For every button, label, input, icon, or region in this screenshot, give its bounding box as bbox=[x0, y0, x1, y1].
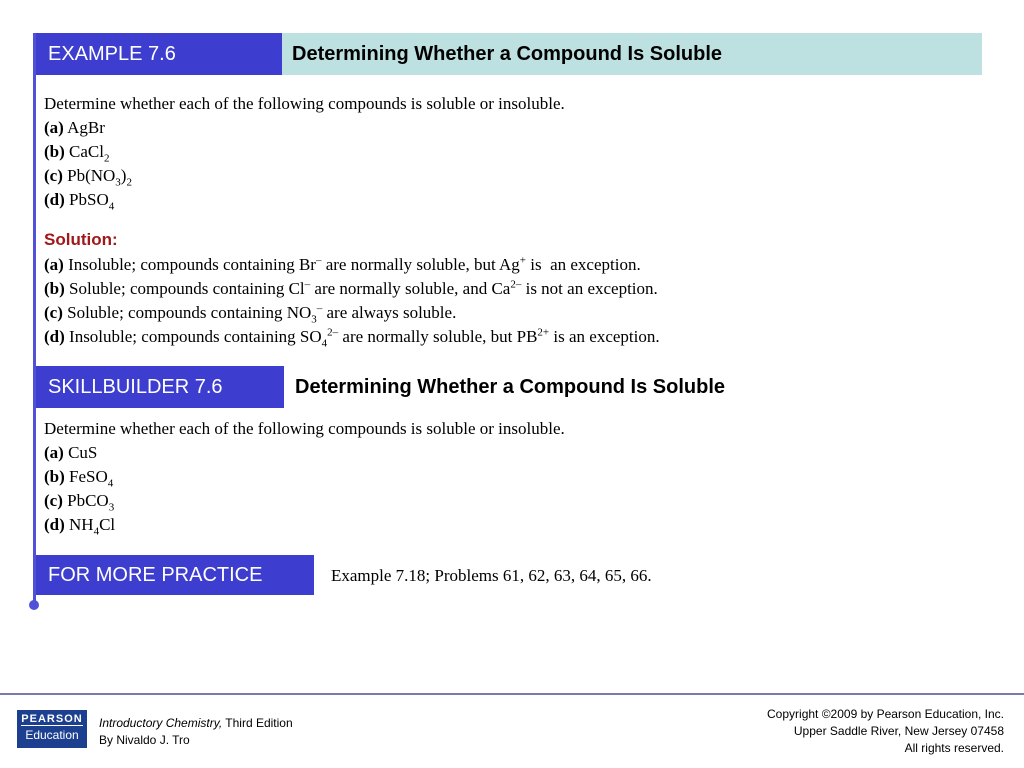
item-label: (c) bbox=[44, 491, 63, 510]
solution-label: (a) bbox=[44, 255, 64, 274]
practice-badge bbox=[36, 555, 314, 595]
book-author: By Nivaldo J. Tro bbox=[99, 733, 190, 747]
solution-line: (a) Insoluble; compounds containing Br– are normally soluble, but Ag+ is an exception. bbox=[44, 254, 641, 274]
example-item: (a) AgBr bbox=[44, 118, 105, 137]
copyright-line: Copyright ©2009 by Pearson Education, Inc. bbox=[767, 707, 1004, 721]
left-accent-line bbox=[33, 33, 36, 605]
logo-bottom-text: Education bbox=[25, 728, 79, 742]
example-item: (d) PbSO$_4$ bbox=[44, 190, 115, 213]
logo-top-text: PEARSON bbox=[21, 710, 83, 726]
skillbuilder-badge bbox=[36, 366, 284, 408]
item-label: (b) bbox=[44, 467, 65, 486]
accent-dot bbox=[29, 600, 39, 610]
example-item: (b) CaCl$_2$ bbox=[44, 142, 110, 165]
pearson-logo bbox=[17, 710, 87, 748]
book-credit bbox=[99, 715, 293, 749]
example-badge-label: EXAMPLE 7.6 bbox=[48, 42, 176, 65]
practice-badge-label: FOR MORE PRACTICE bbox=[48, 563, 263, 586]
copyright-line: All rights reserved. bbox=[904, 741, 1004, 755]
book-title: Introductory Chemistry, bbox=[99, 716, 223, 730]
skillbuilder-item: (a) CuS bbox=[44, 443, 98, 462]
solution-line: (d) Insoluble; compounds containing $SO_4^{2-}$ are normally soluble, but $PB^{2+}$ is an exception. bbox=[44, 326, 660, 350]
solution-label: (c) bbox=[44, 303, 63, 322]
item-label: (c) bbox=[44, 166, 63, 185]
item-label: (d) bbox=[44, 515, 65, 534]
copyright-line: Upper Saddle River, New Jersey 07458 bbox=[793, 724, 1004, 738]
solution-label: (d) bbox=[44, 327, 65, 346]
copyright bbox=[767, 706, 1004, 757]
example-badge bbox=[36, 33, 282, 75]
book-edition: Third Edition bbox=[222, 716, 293, 730]
practice-text: Example 7.18; Problems 61, 62, 63, 64, 65, 66. bbox=[331, 566, 652, 585]
skillbuilder-prompt: Determine whether each of the following compounds is soluble or insoluble. bbox=[44, 419, 565, 438]
skillbuilder-badge-label: SKILLBUILDER 7.6 bbox=[48, 375, 223, 398]
solution-line: (c) Soluble; compounds containing $NO_3^-$ are always soluble. bbox=[44, 302, 457, 326]
item-label: (b) bbox=[44, 142, 65, 161]
example-prompt: Determine whether each of the following compounds is soluble or insoluble. bbox=[44, 94, 565, 113]
item-label: (d) bbox=[44, 190, 65, 209]
example-item: (c) $Pb(NO_3)_2$ bbox=[44, 166, 132, 189]
item-label: (a) bbox=[44, 443, 64, 462]
solution-line: (b) Soluble; compounds containing Cl– are normally soluble, and $Ca^{2-}$ is not an exception. bbox=[44, 278, 658, 298]
skillbuilder-item: (d) $NH_4Cl$ bbox=[44, 515, 116, 538]
solution-heading: Solution: bbox=[44, 230, 118, 249]
skillbuilder-item: (c) PbCO$_3$ bbox=[44, 491, 115, 514]
skillbuilder-item: (b) FeSO$_4$ bbox=[44, 467, 114, 490]
item-label: (a) bbox=[44, 118, 64, 137]
skillbuilder-title: Determining Whether a Compound Is Soluble bbox=[295, 376, 726, 398]
example-title: Determining Whether a Compound Is Soluble bbox=[292, 43, 723, 65]
footer-divider bbox=[0, 693, 1024, 695]
solution-label: (b) bbox=[44, 279, 65, 298]
